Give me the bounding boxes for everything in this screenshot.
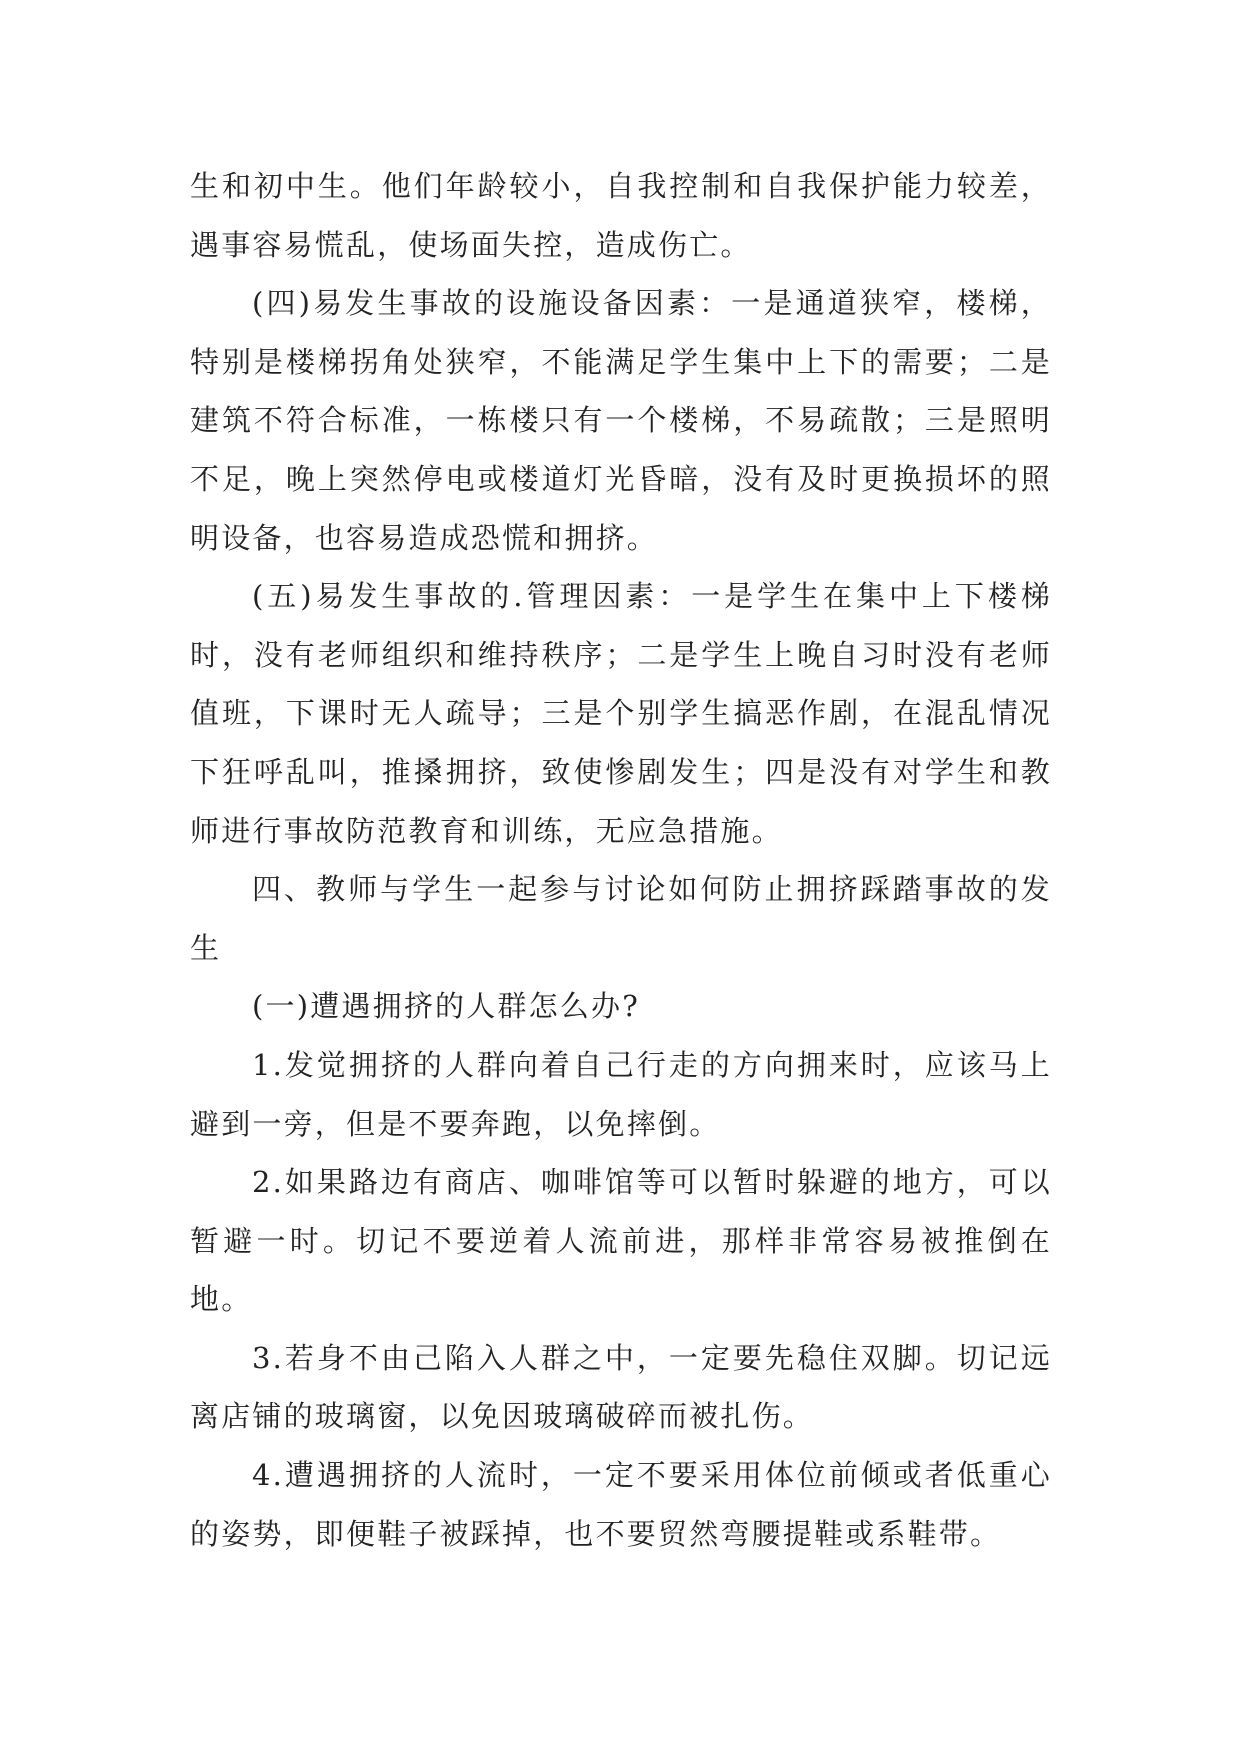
document-body	[190, 157, 1052, 1563]
list-item-3: 3.若身不由己陷入人群之中，一定要先稳住双脚。切记远离店铺的玻璃窗，以免因玻璃破碎而被扎伤。	[190, 1340, 1052, 1434]
paragraph-facility-factors: (四)易发生事故的设施设备因素：一是通道狭窄，楼梯，特别是楼梯拐角处狭窄，不能满足学生集中上下的需要；二是建筑不符合标准，一栋楼只有一个楼梯，不易疏散；三是照明不足，晚上突然停电或楼道灯光昏暗，没有及时更换损坏的照明设备，也容易造成恐慌和拥挤。	[190, 286, 1052, 555]
list-item-1: 1.发觉拥挤的人群向着自己行走的方向拥来时，应该马上避到一旁，但是不要奔跑，以免摔倒。	[190, 1047, 1052, 1141]
paragraph-continuation: 生和初中生。他们年龄较小，自我控制和自我保护能力较差，遇事容易慌乱，使场面失控，造成伤亡。	[190, 169, 1052, 262]
list-item-2: 2.如果路边有商店、咖啡馆等可以暂时躲避的地方，可以暂避一时。切记不要逆着人流前进，那样非常容易被推倒在地。	[190, 1165, 1052, 1317]
paragraph-management-factors: (五)易发生事故的.管理因素：一是学生在集中上下楼梯时，没有老师组织和维持秩序；二是学生上晚自习时没有老师值班，下课时无人疏导；三是个别学生搞恶作剧，在混乱情况下狂呼乱叫，推搡拥挤，致使惨剧发生；四是没有对学生和教师进行事故防范教育和训练，无应急措施。	[190, 579, 1052, 848]
subheading-crowd: (一)遭遇拥挤的人群怎么办?	[252, 989, 640, 1024]
section-heading-discussion: 四、教师与学生一起参与讨论如何防止拥挤踩踏事故的发生	[190, 872, 1052, 965]
list-item-4: 4.遭遇拥挤的人流时，一定不要采用体位前倾或者低重心的姿势，即便鞋子被踩掉，也不要贸然弯腰提鞋或系鞋带。	[190, 1458, 1052, 1551]
